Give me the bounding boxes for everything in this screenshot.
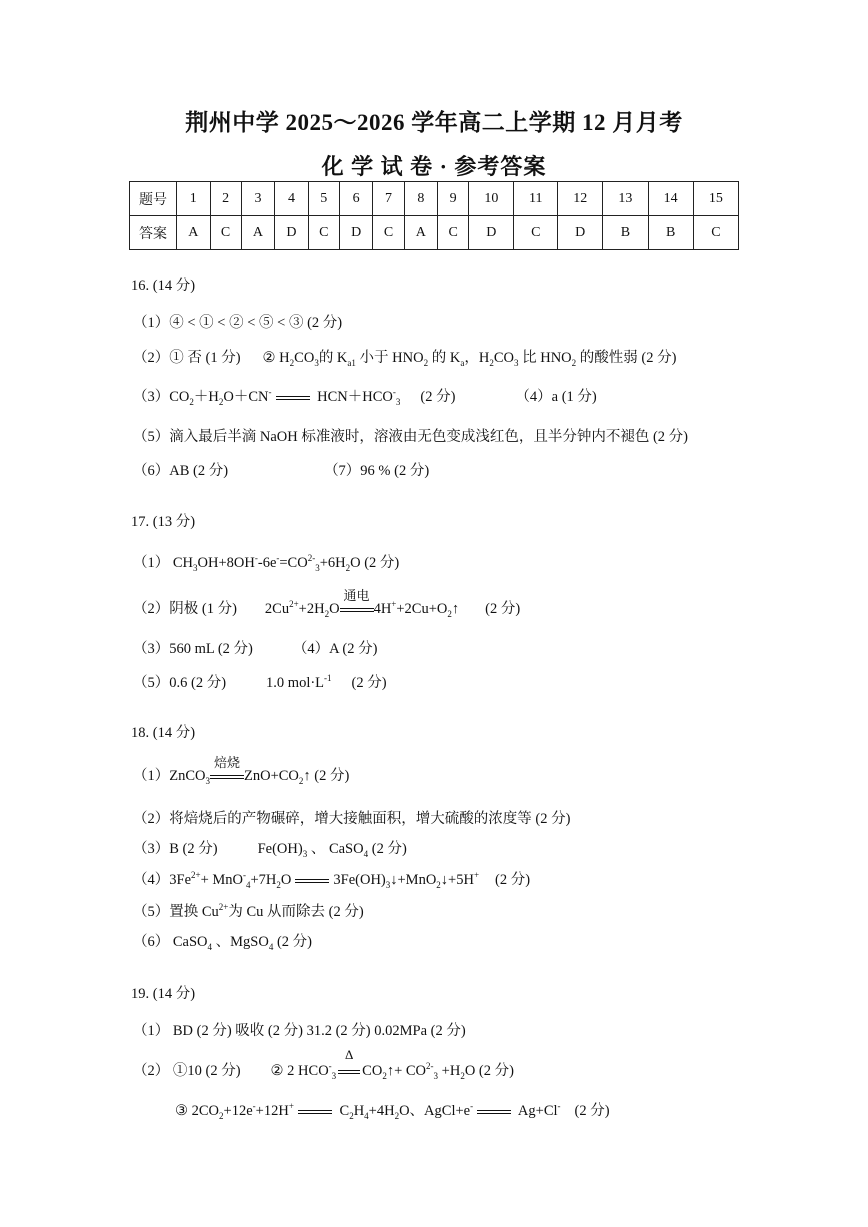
table-cell: 2 bbox=[210, 182, 241, 216]
table-cell: C bbox=[373, 216, 404, 250]
q17-part3-4: （3）560 mL (2 分) （4）A (2 分) bbox=[133, 641, 378, 657]
table-cell: C bbox=[693, 216, 738, 250]
q18-part4: $(4)3Fe^{2+}+ MnO^-_4+7H_2O$ $3Fe(OH)_3↓+MnO_2↓+5H^+$ (2 分) bbox=[133, 870, 531, 890]
table-cell: 5 bbox=[308, 182, 339, 216]
table-cell: 6 bbox=[339, 182, 373, 216]
q17-part2: （2）阴极 (1 分) $2Cu^{2+}+2H_2O$ 通电 $4H^++2Cu+O_2↑$ (2 分) bbox=[133, 588, 521, 619]
q18-part6: （6） CaSO$_4$ 、MgSO$_4$ (2 分) bbox=[133, 934, 313, 952]
q16-part5: （5）滴入最后半滴 NaOH 标准液时，溶液由无色变成浅红色，且半分钟内不褪色 (2 分) bbox=[133, 429, 689, 445]
table-cell: C bbox=[210, 216, 241, 250]
q18-part3: （3）B (2 分) $Fe(OH)_3$ 、 CaSO$_4$ (2 分) bbox=[133, 841, 407, 859]
q16-part3: $(3)CO_2+H_2O+CN^-$ $HCN+HCO^-_3$ (2 分) （4）a (1 分) bbox=[133, 387, 597, 407]
table-cell: 10 bbox=[469, 182, 514, 216]
table-cell: A bbox=[404, 216, 438, 250]
q19-part2: （2） ①10 (2 分) ② 2 $HCO^-_3$ Δ $CO_2↑+ CO^{2-}_3 +H_2O$ (2 分) bbox=[133, 1047, 514, 1081]
table-cell: 9 bbox=[438, 182, 469, 216]
answer-table-number-row bbox=[130, 182, 739, 216]
table-cell: A bbox=[241, 216, 275, 250]
q16-part1: （1）④ < ① < ② < ⑤ < ③ (2 分) bbox=[133, 315, 343, 331]
page-title: 荆州中学 2025～2026 学年高二上学期 12 月月考 bbox=[185, 110, 683, 135]
table-cell: 12 bbox=[558, 182, 603, 216]
table-cell: D bbox=[339, 216, 373, 250]
q17-part1: （1） $CH_3OH+8OH^--6e^-=CO^{2-}_3+6H_2O$ (2 分) bbox=[133, 553, 400, 573]
table-cell: 3 bbox=[241, 182, 275, 216]
number-row-label: 题号 bbox=[130, 182, 177, 216]
q16-part6-7: （6）AB (2 分) （7）96 % (2 分) bbox=[133, 463, 430, 479]
question-19-heading: 19. (14 分) bbox=[131, 986, 196, 1002]
table-cell: D bbox=[275, 216, 309, 250]
q17-part5: （5）0.6 (2 分) 1.0 $mol\cdot L^{-1}$ (2 分) bbox=[133, 673, 387, 691]
table-cell: 8 bbox=[404, 182, 438, 216]
answer-table-answer-row bbox=[130, 216, 739, 250]
table-cell: D bbox=[469, 216, 514, 250]
question-16-heading: 16. (14 分) bbox=[131, 278, 196, 294]
table-cell: 13 bbox=[603, 182, 648, 216]
question-17-heading: 17. (13 分) bbox=[131, 514, 196, 530]
table-cell: B bbox=[603, 216, 648, 250]
table-cell: B bbox=[648, 216, 693, 250]
table-cell: 7 bbox=[373, 182, 404, 216]
q16-part2: （2）① 否 (1 分) ② $H_2CO_3$的 $K_{a1}$ 小于 $HNO_2$ 的 $K_a$，$H_2CO_3$ 比 $HNO_2$ 的酸性弱 (2 分) bbox=[133, 350, 677, 368]
table-cell: 1 bbox=[177, 182, 211, 216]
q18-part5: （5）置换 $Cu^{2+}$为 Cu 从而除去 (2 分) bbox=[133, 902, 364, 920]
table-cell: 4 bbox=[275, 182, 309, 216]
answer-row-label: 答案 bbox=[130, 216, 177, 250]
table-cell: 14 bbox=[648, 182, 693, 216]
table-cell: A bbox=[177, 216, 211, 250]
answer-table bbox=[129, 181, 739, 250]
q19-part1: （1） BD (2 分) 吸收 (2 分) 31.2 (2 分) 0.02MPa (2 分) bbox=[133, 1023, 466, 1039]
table-cell: C bbox=[308, 216, 339, 250]
page-subtitle: 化 学 试 卷 · 参考答案 bbox=[321, 154, 547, 179]
table-cell: C bbox=[438, 216, 469, 250]
table-cell: C bbox=[514, 216, 558, 250]
q18-part2: （2）将焙烧后的产物碾碎，增大接触面积，增大硫酸的浓度等 (2 分) bbox=[133, 811, 571, 827]
q19-part3: ③ $2CO_2+12e^-+12H^+$ $C_2H_4+4H_2O$、AgCl+e- Ag+Cl- (2 分) bbox=[175, 1101, 610, 1121]
table-cell: D bbox=[558, 216, 603, 250]
q18-part1: （1）ZnCO$_3$ 焙烧 $ZnO+CO_2↑$ (2 分) bbox=[133, 755, 350, 786]
question-18-heading: 18. (14 分) bbox=[131, 725, 196, 741]
table-cell: 11 bbox=[514, 182, 558, 216]
table-cell: 15 bbox=[693, 182, 738, 216]
